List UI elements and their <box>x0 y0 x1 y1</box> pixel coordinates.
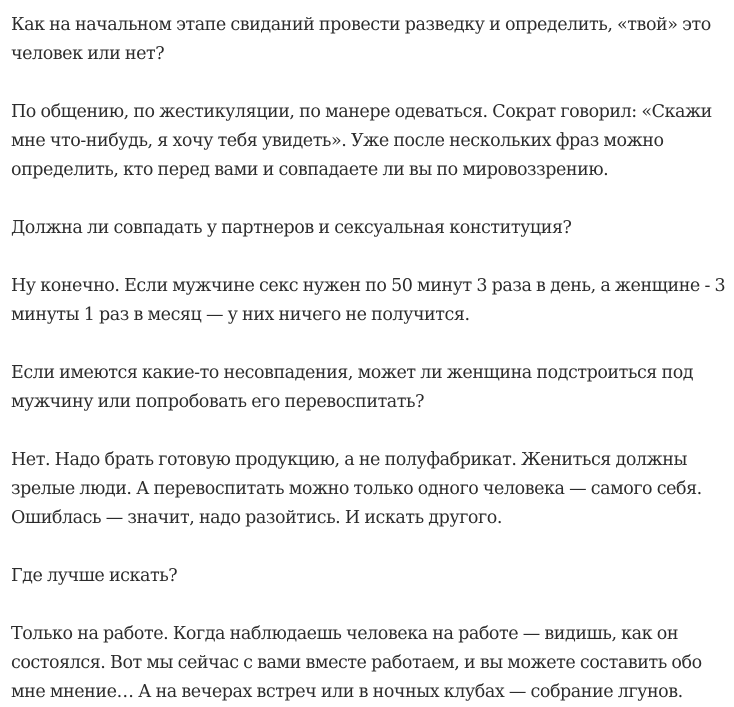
question-paragraph: Где лучше искать? <box>11 566 178 586</box>
question-paragraph: Должна ли совпадать у партнеров и сексуальная конституция? <box>11 218 572 238</box>
article-body <box>11 11 729 707</box>
answer-paragraph: Ну конечно. Если мужчине секс нужен по 50 минут 3 раза в день, а женщине - 3 минуты 1 раз в месяц — у них ничего не получится. <box>11 276 726 325</box>
answer-paragraph: Только на работе. Когда наблюдаешь человека на работе — видишь, как он состоялся. Вот мы сейчас с вами вместе работаем, и вы можете составить обо мне мнение… А на вечерах встреч или в ночных клубах — собрание лгунов. <box>11 624 702 702</box>
answer-paragraph: По общению, по жестикуляции, по манере одеваться. Сократ говорил: «Скажи мне что-нибудь, я хочу тебя увидеть». Уже после нескольких фраз можно определить, кто перед вами и совпадаете ли вы по мировоззрению. <box>11 102 712 180</box>
question-paragraph: Если имеются какие-то несовпадения, может ли женщина подстроиться под мужчину или попробовать его перевоспитать? <box>11 363 694 412</box>
question-paragraph: Как на начальном этапе свиданий провести разведку и определить, «твой» это человек или нет? <box>11 15 711 64</box>
answer-paragraph: Нет. Надо брать готовую продукцию, а не полуфабрикат. Жениться должны зрелые люди. А перевоспитать можно только одного человека — самого себя. Ошиблась — значит, надо разойтись. И искать другого. <box>11 450 702 528</box>
